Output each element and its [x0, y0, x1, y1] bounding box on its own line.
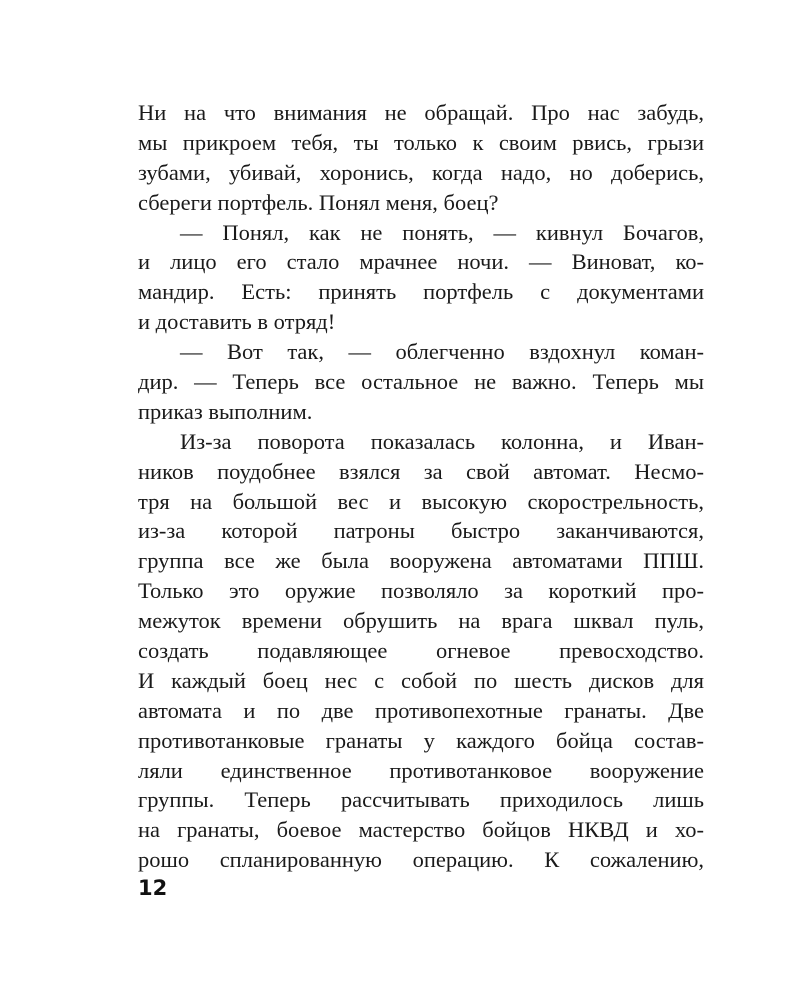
- text-line: — Понял, как не понять, — кивнул Бочагов,: [180, 219, 704, 245]
- text-line: Только это оружие позволяло за короткий про-: [138, 578, 704, 604]
- text-line: ников поудобнее взялся за свой автомат. Несмо-: [138, 458, 704, 484]
- text-line: противотанковые гранаты у каждого бойца состав-: [138, 727, 704, 753]
- text-line: Из-за поворота показалась колонна, и Иван-: [180, 428, 704, 454]
- text-line: создать подавляющее огневое превосходство.: [138, 638, 704, 664]
- text-line: сбереги портфель. Понял меня, боец?: [138, 189, 499, 215]
- text-line: группа все же была вооружена автоматами ППШ.: [138, 548, 704, 574]
- text-line: ляли единственное противотанковое вооружение: [138, 757, 704, 783]
- text-line: группы. Теперь рассчитывать приходилось лишь: [138, 787, 704, 813]
- text-line: тря на большой вес и высокую скорострельность,: [138, 488, 704, 514]
- text-line: и доставить в отряд!: [138, 309, 336, 335]
- text-line: автомата и по две противопехотные гранаты. Две: [138, 697, 704, 723]
- text-line: Ни на что внимания не обращай. Про нас забудь,: [138, 100, 704, 125]
- text-line: И каждый боец нес с собой по шесть дисков для: [138, 667, 704, 693]
- text-line: зубами, убивай, хоронись, когда надо, но доберись,: [138, 159, 704, 185]
- text-line: мы прикроем тебя, ты только к своим рвись, грызи: [138, 129, 704, 155]
- text-line: рошо спланированную операцию. К сожалению,: [138, 847, 704, 873]
- page-body: [138, 98, 704, 875]
- text-line: межуток времени обрушить на врага шквал пуль,: [138, 608, 704, 634]
- text-line: мандир. Есть: принять портфель с документами: [138, 279, 704, 305]
- text-line: дир. — Теперь все остальное не важно. Теперь мы: [138, 369, 704, 395]
- text-line: и лицо его стало мрачнее ночи. — Виноват, ко-: [138, 249, 704, 275]
- text-line: на гранаты, боевое мастерство бойцов НКВД и хо-: [138, 817, 704, 843]
- text-line: — Вот так, — облегченно вздохнул коман-: [180, 339, 704, 365]
- text-line: приказ выполним.: [138, 398, 313, 424]
- text-line: из-за которой патроны быстро заканчиваются,: [138, 518, 704, 544]
- page-number: 12: [138, 876, 168, 900]
